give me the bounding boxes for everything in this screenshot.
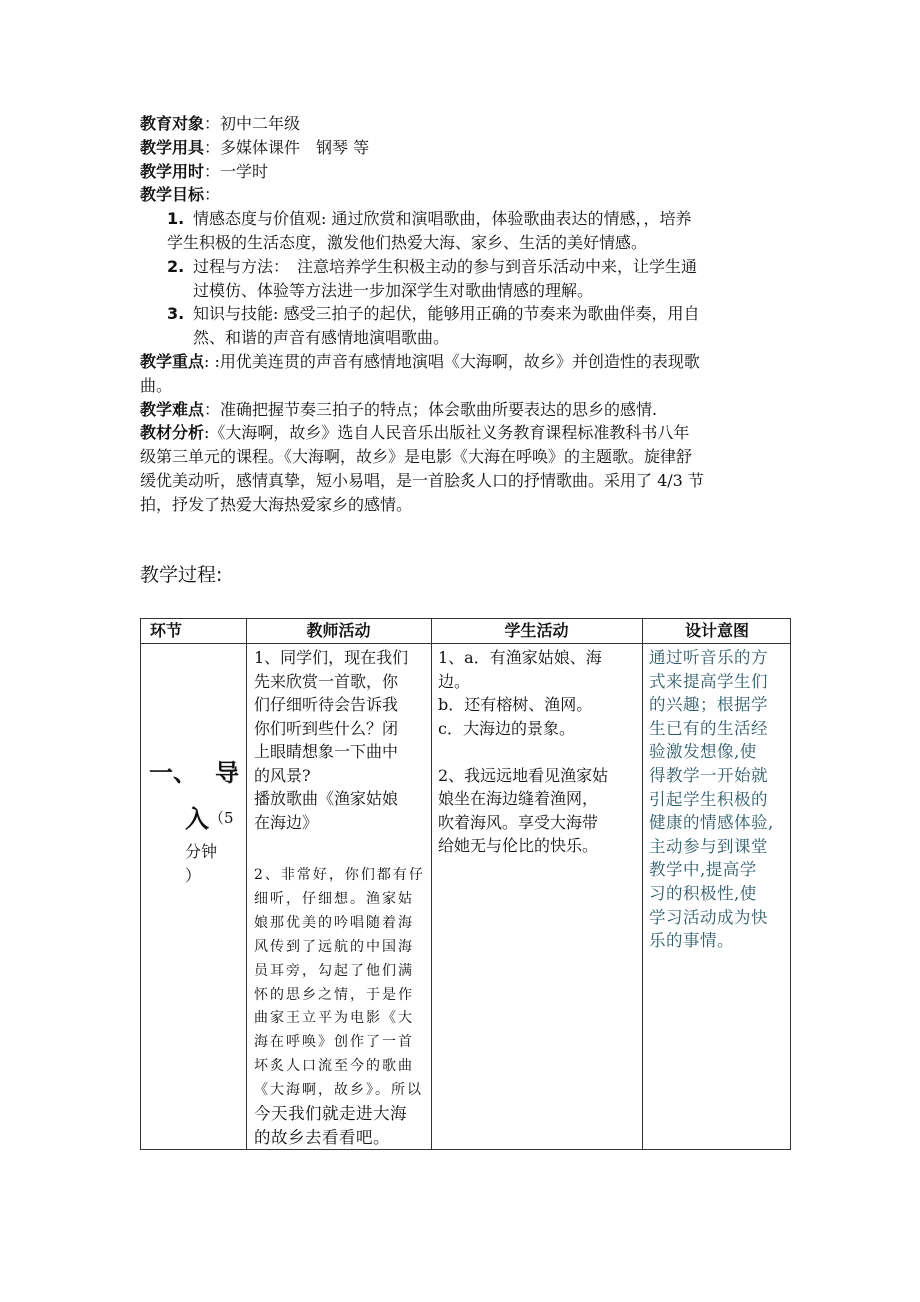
goal-text-cont: 学生积极的生活态度，激发他们热爱大海、家乡、生活的美好情感。 [167, 233, 648, 252]
cell-line: 娘坐在海边缝着渔网， [438, 789, 599, 808]
cell-line: 生已有的生活经 [649, 718, 768, 738]
header-field [140, 161, 268, 183]
cell-line: 2、我远远地看见渔家姑 [438, 765, 609, 785]
cell-line: 娘那优美的吟唱随着海 [254, 914, 414, 931]
cell-line: 1、同学们，现在我们 [254, 648, 409, 667]
field-value: :《大海啊，故乡》选自人民音乐出版社义务教育课程标准教科书八年 [204, 423, 690, 443]
difficulty-field [140, 399, 657, 421]
field-label: 教育对象 [140, 114, 205, 133]
goal-text-cont: 然、和谐的声音有感情地演唱歌曲。 [193, 328, 450, 348]
cell-line: 主动参与到课堂 [649, 836, 768, 856]
key-point-field [140, 351, 700, 373]
cell-line: 教学中,提高学 [649, 860, 757, 880]
cell-line: 播放歌曲《渔家姑娘 [254, 789, 399, 808]
field-label: 教学用时 [140, 161, 205, 181]
goal-text: 情感态度与价值观: 通过欣赏和演唱歌曲，体验歌曲表达的情感，，培养 [193, 209, 692, 229]
stage-title-2: 入 [185, 805, 209, 833]
cell-line: 式来提高学生们 [649, 671, 768, 691]
cell-line: 你们听到些什么？闭 [254, 718, 399, 738]
cell-line: 学习活动成为快 [649, 907, 768, 927]
column-divider [246, 619, 247, 1149]
cell-line: 的故乡去看看吧。 [254, 1127, 390, 1147]
goal-item [167, 208, 691, 230]
cell-line: 2、非常好，你们都有仔 [254, 867, 425, 883]
cell-line: 今天我们就走进大海 [254, 1104, 407, 1123]
cell-line: 上眼睛想象一下曲中 [254, 742, 399, 761]
field-label: 教学用具 [140, 137, 205, 157]
goal-text: 过程与方法： 注意培养学生积极主动的参与到音乐活动中来，让学生通 [193, 256, 698, 276]
cell-line: 验激发想像,使 [649, 742, 757, 762]
field-label: 教学目标 [140, 185, 205, 205]
cell-line: 通过听音乐的方 [649, 648, 768, 667]
goal-text: 知识与技能: 感受三拍子的起伏，能够用正确的节奏来为歌曲伴奏，用自 [193, 304, 700, 324]
process-heading: 教学过程: [140, 564, 223, 586]
goal-item [167, 256, 697, 278]
cell-line: 怀的思乡之情，于是作 [254, 986, 414, 1003]
cell-line: 习的积极性,使 [649, 884, 757, 903]
field-value: : :用优美连贯的声音有感情地演唱《大海啊，故乡》并创造性的表现歌 [204, 352, 700, 371]
stage-duration-unit: 分钟 [185, 842, 218, 861]
cell-line: 得教学一开始就 [649, 766, 768, 785]
cell-line: 《大海啊，故乡》。所以 [254, 1082, 423, 1099]
field-value-cont: 曲。 [140, 375, 173, 395]
field-value-cont: 缓优美动听，感情真挚，短小易唱，是一首脍炙人口的抒情歌曲。采用了 4/3 节 [140, 471, 704, 490]
cell-line: 风传到了远航的中国海 [254, 938, 414, 955]
header-field [140, 184, 220, 206]
cell-line: 海在呼唤》创作了一首 [254, 1034, 414, 1051]
cell-line: 员耳旁，勾起了他们满 [254, 962, 414, 979]
stage-title-1: 导 [215, 759, 239, 787]
cell-line: 在海边》 [254, 812, 319, 832]
cell-line: 的风景? [254, 765, 311, 785]
cell-line: 乐的事情。 [649, 931, 734, 951]
analysis-field [140, 422, 689, 444]
field-value: ：一学时 [204, 161, 269, 181]
field-label: 教材分析 [140, 423, 205, 443]
field-value: ：多媒体课件 钢琴 等 [204, 137, 370, 157]
lesson-process-table [140, 618, 791, 1150]
cell-line: c．大海边的景象。 [438, 718, 575, 738]
header-field [140, 137, 369, 159]
column-divider [642, 619, 643, 1149]
header-student: 学生活动 [504, 621, 569, 640]
cell-line: b．还有榕树、渔网。 [438, 695, 593, 714]
cell-line: 边。 [438, 671, 471, 691]
goal-number: 1. [167, 209, 185, 229]
cell-line: 吹着海风。享受大海带 [438, 812, 599, 832]
stage-duration-close: ） [185, 866, 202, 885]
cell-line: 1、a．有渔家姑娘、海 [438, 648, 602, 667]
field-value-cont: 级第三单元的课程。《大海啊，故乡》是电影《大海在呼唤》的主题歌。旋律舒 [140, 447, 693, 467]
cell-line: 细听，仔细想。渔家姑 [254, 890, 414, 907]
cell-line: 的兴趣；根据学 [649, 695, 768, 715]
stage-number: 一、 [149, 759, 197, 787]
field-value: ： [204, 185, 221, 205]
field-label: 教学重点 [140, 352, 205, 371]
cell-line: 们仔细听待会告诉我 [254, 695, 399, 714]
cell-line: 健康的情感体验, [649, 813, 774, 833]
cell-line: 引起学生积极的 [649, 789, 768, 809]
stage-duration: （5 [209, 809, 234, 827]
header-stage: 环节 [149, 621, 182, 640]
field-value: ：初中二年级 [204, 114, 301, 133]
cell-line: 给她无与伦比的快乐。 [438, 836, 599, 855]
field-value-cont: 拍，抒发了热爱大海热爱家乡的感情。 [140, 494, 413, 514]
field-label: 教学难点 [140, 399, 205, 419]
column-divider [431, 619, 432, 1149]
field-value: ：准确把握节奏三拍子的特点；体会歌曲所要表达的思乡的感情. [204, 399, 658, 419]
header-divider [141, 643, 790, 644]
cell-line: 先来欣赏一首歌，你 [254, 671, 399, 691]
cell-line: 坏炙人口流至今的歌曲 [254, 1058, 414, 1075]
goal-number: 2. [167, 256, 185, 276]
header-design: 设计意图 [684, 621, 749, 640]
goal-item [167, 303, 699, 325]
header-field [140, 113, 300, 135]
cell-line: 曲家王立平为电影《大 [254, 1010, 414, 1027]
goal-number: 3. [167, 304, 185, 324]
header-teacher: 教师活动 [306, 621, 371, 640]
goal-text-cont: 过模仿、体验等方法进一步加深学生对歌曲情感的理解。 [193, 280, 594, 300]
